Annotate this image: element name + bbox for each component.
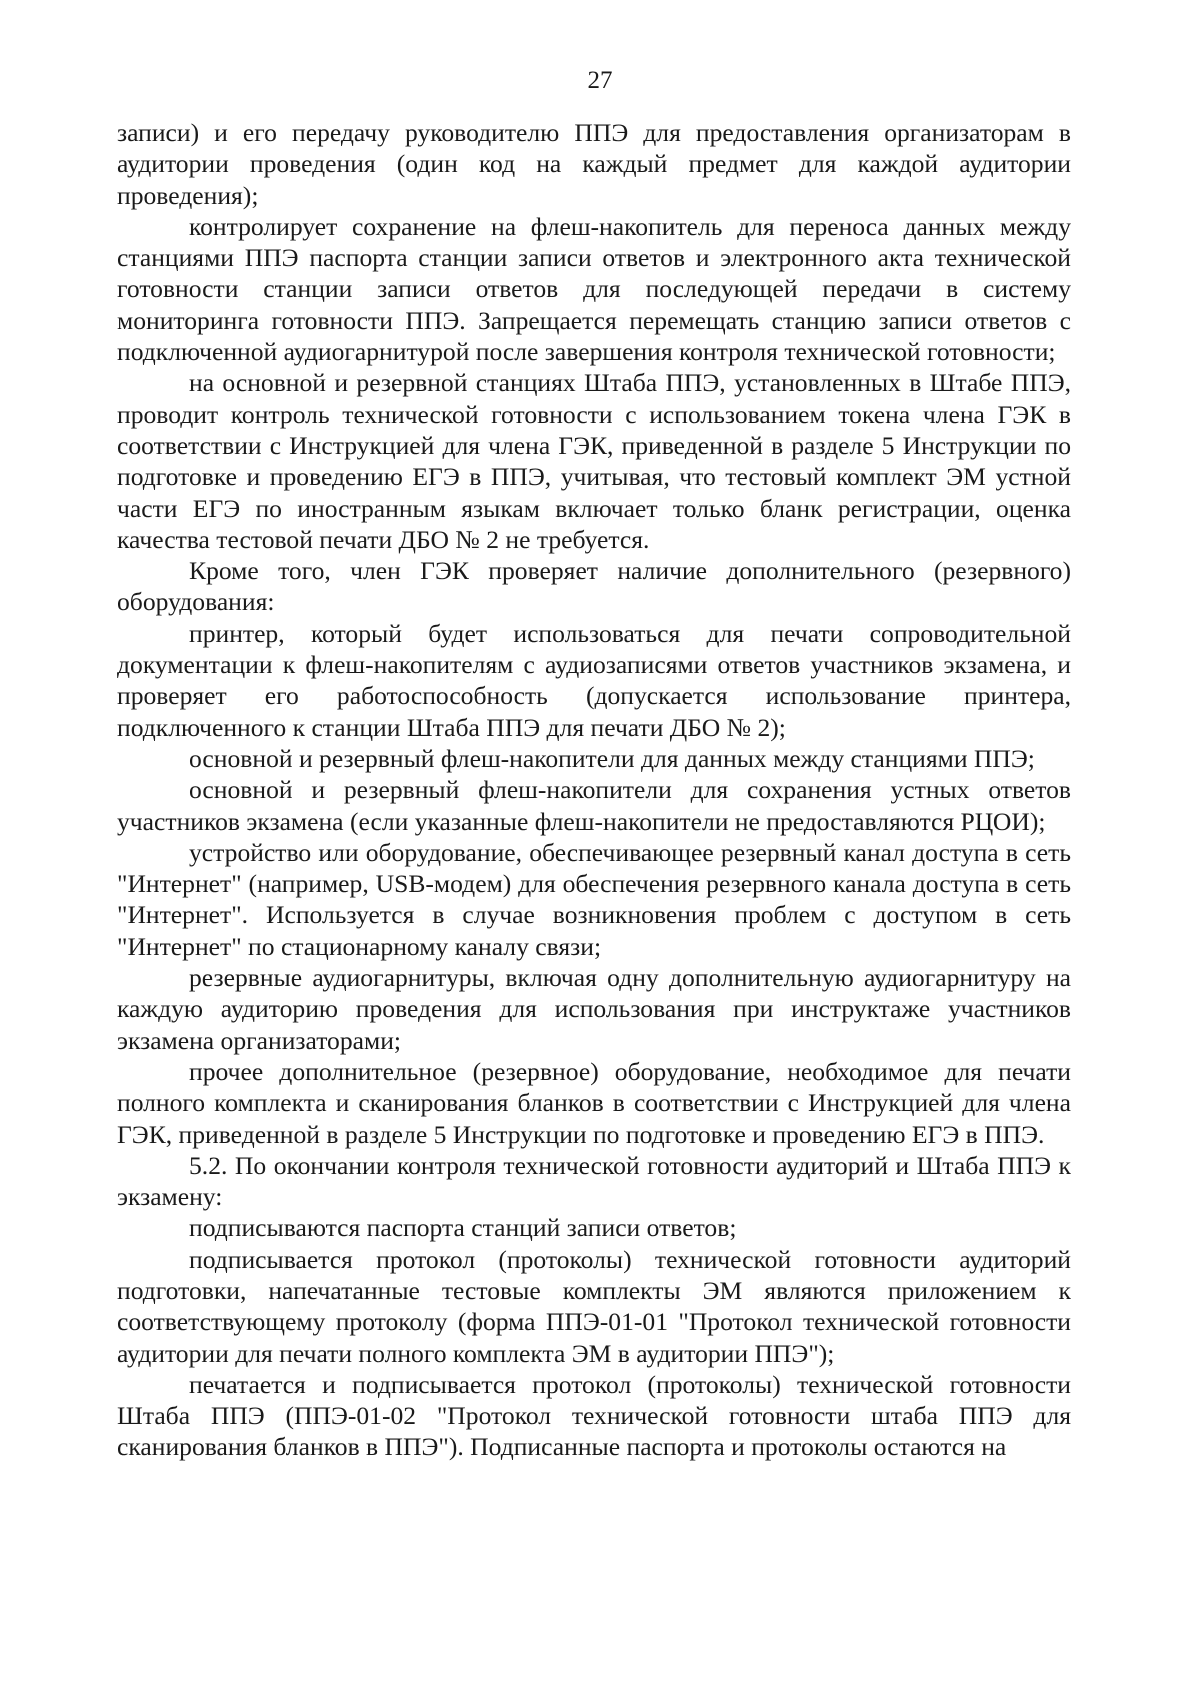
paragraph: принтер, который будет использоваться для печати сопроводительной документации к флеш-накопителям с аудиозаписями ответов участников экзамена, и проверяет его работоспособность (допускается использование принтера, подключенного к станции Штаба ППЭ для печати ДБО № 2); bbox=[117, 618, 1071, 742]
paragraph: контролирует сохранение на флеш-накопитель для переноса данных между станциями ППЭ паспорта станции записи ответов и электронного акта технической готовности станции записи ответов для последующей передачи в систему мониторинга готовности ППЭ. Запрещается перемещать станцию записи ответов с подключенной аудиогарнитурой после завершения контроля технической готовности; bbox=[117, 211, 1071, 367]
paragraph: устройство или оборудование, обеспечивающее резервный канал доступа в сеть "Интернет" (например, USB-модем) для обеспечения резервного канала доступа в сеть "Интернет". Используется в случае возникновения проблем с доступом в сеть "Интернет" по стационарному каналу связи; bbox=[117, 837, 1071, 961]
paragraph: записи) и его передачу руководителю ППЭ для предоставления организаторам в аудитории проведения (один код на каждый предмет для каждой аудитории проведения); bbox=[117, 118, 1071, 210]
paragraph: прочее дополнительное (резервное) оборудование, необходимое для печати полного комплекта и сканирования бланков в соответствии с Инструкцией для члена ГЭК, приведенной в разделе 5 Инструкции по подготовке и проведению ЕГЭ в ППЭ. bbox=[117, 1056, 1071, 1149]
paragraph: печатается и подписывается протокол (протоколы) технической готовности Штаба ППЭ (ППЭ-01-02 "Протокол технической готовности штаба ППЭ для сканирования бланков в ППЭ"). Подписанные паспорта и протоколы остаются на bbox=[117, 1369, 1071, 1462]
section-paragraph-5-2: 5.2. По окончании контроля технической готовности аудиторий и Штаба ППЭ к экзамену: bbox=[117, 1150, 1071, 1212]
paragraph: резервные аудиогарнитуры, включая одну дополнительную аудиогарнитуру на каждую аудиторию проведения для использования при инструктаже участников экзамена организаторами; bbox=[117, 963, 1071, 1055]
paragraph: основной и резервный флеш-накопители для данных между станциями ППЭ; bbox=[189, 743, 1035, 773]
paragraph: основной и резервный флеш-накопители для сохранения устных ответов участников экзамена (если указанные флеш-накопители не предоставляются РЦОИ); bbox=[117, 775, 1071, 836]
paragraph: подписываются паспорта станций записи ответов; bbox=[189, 1213, 737, 1243]
document-body bbox=[117, 117, 1071, 1463]
paragraph: подписывается протокол (протоколы) технической готовности аудиторий подготовки, напечатанные тестовые комплекты ЭМ являются приложением к соответствующему протоколу (форма ППЭ-01-01 "Протокол технической готовности аудитории для печати полного комплекта ЭМ в аудитории ППЭ"); bbox=[117, 1244, 1071, 1368]
paragraph: на основной и резервной станциях Штаба ППЭ, установленных в Штабе ППЭ, проводит контроль технической готовности с использованием токена члена ГЭК в соответствии с Инструкцией для члена ГЭК, приведенной в разделе 5 Инструкции по подготовке и проведению ЕГЭ в ППЭ, учитывая, что тестовый комплект ЭМ устной части ЕГЭ по иностранным языкам включает только бланк регистрации, оценка качества тестовой печати ДБО № 2 не требуется. bbox=[117, 368, 1071, 554]
page-number: 27 bbox=[587, 67, 613, 94]
paragraph: Кроме того, член ГЭК проверяет наличие дополнительного (резервного) оборудования: bbox=[117, 556, 1071, 617]
